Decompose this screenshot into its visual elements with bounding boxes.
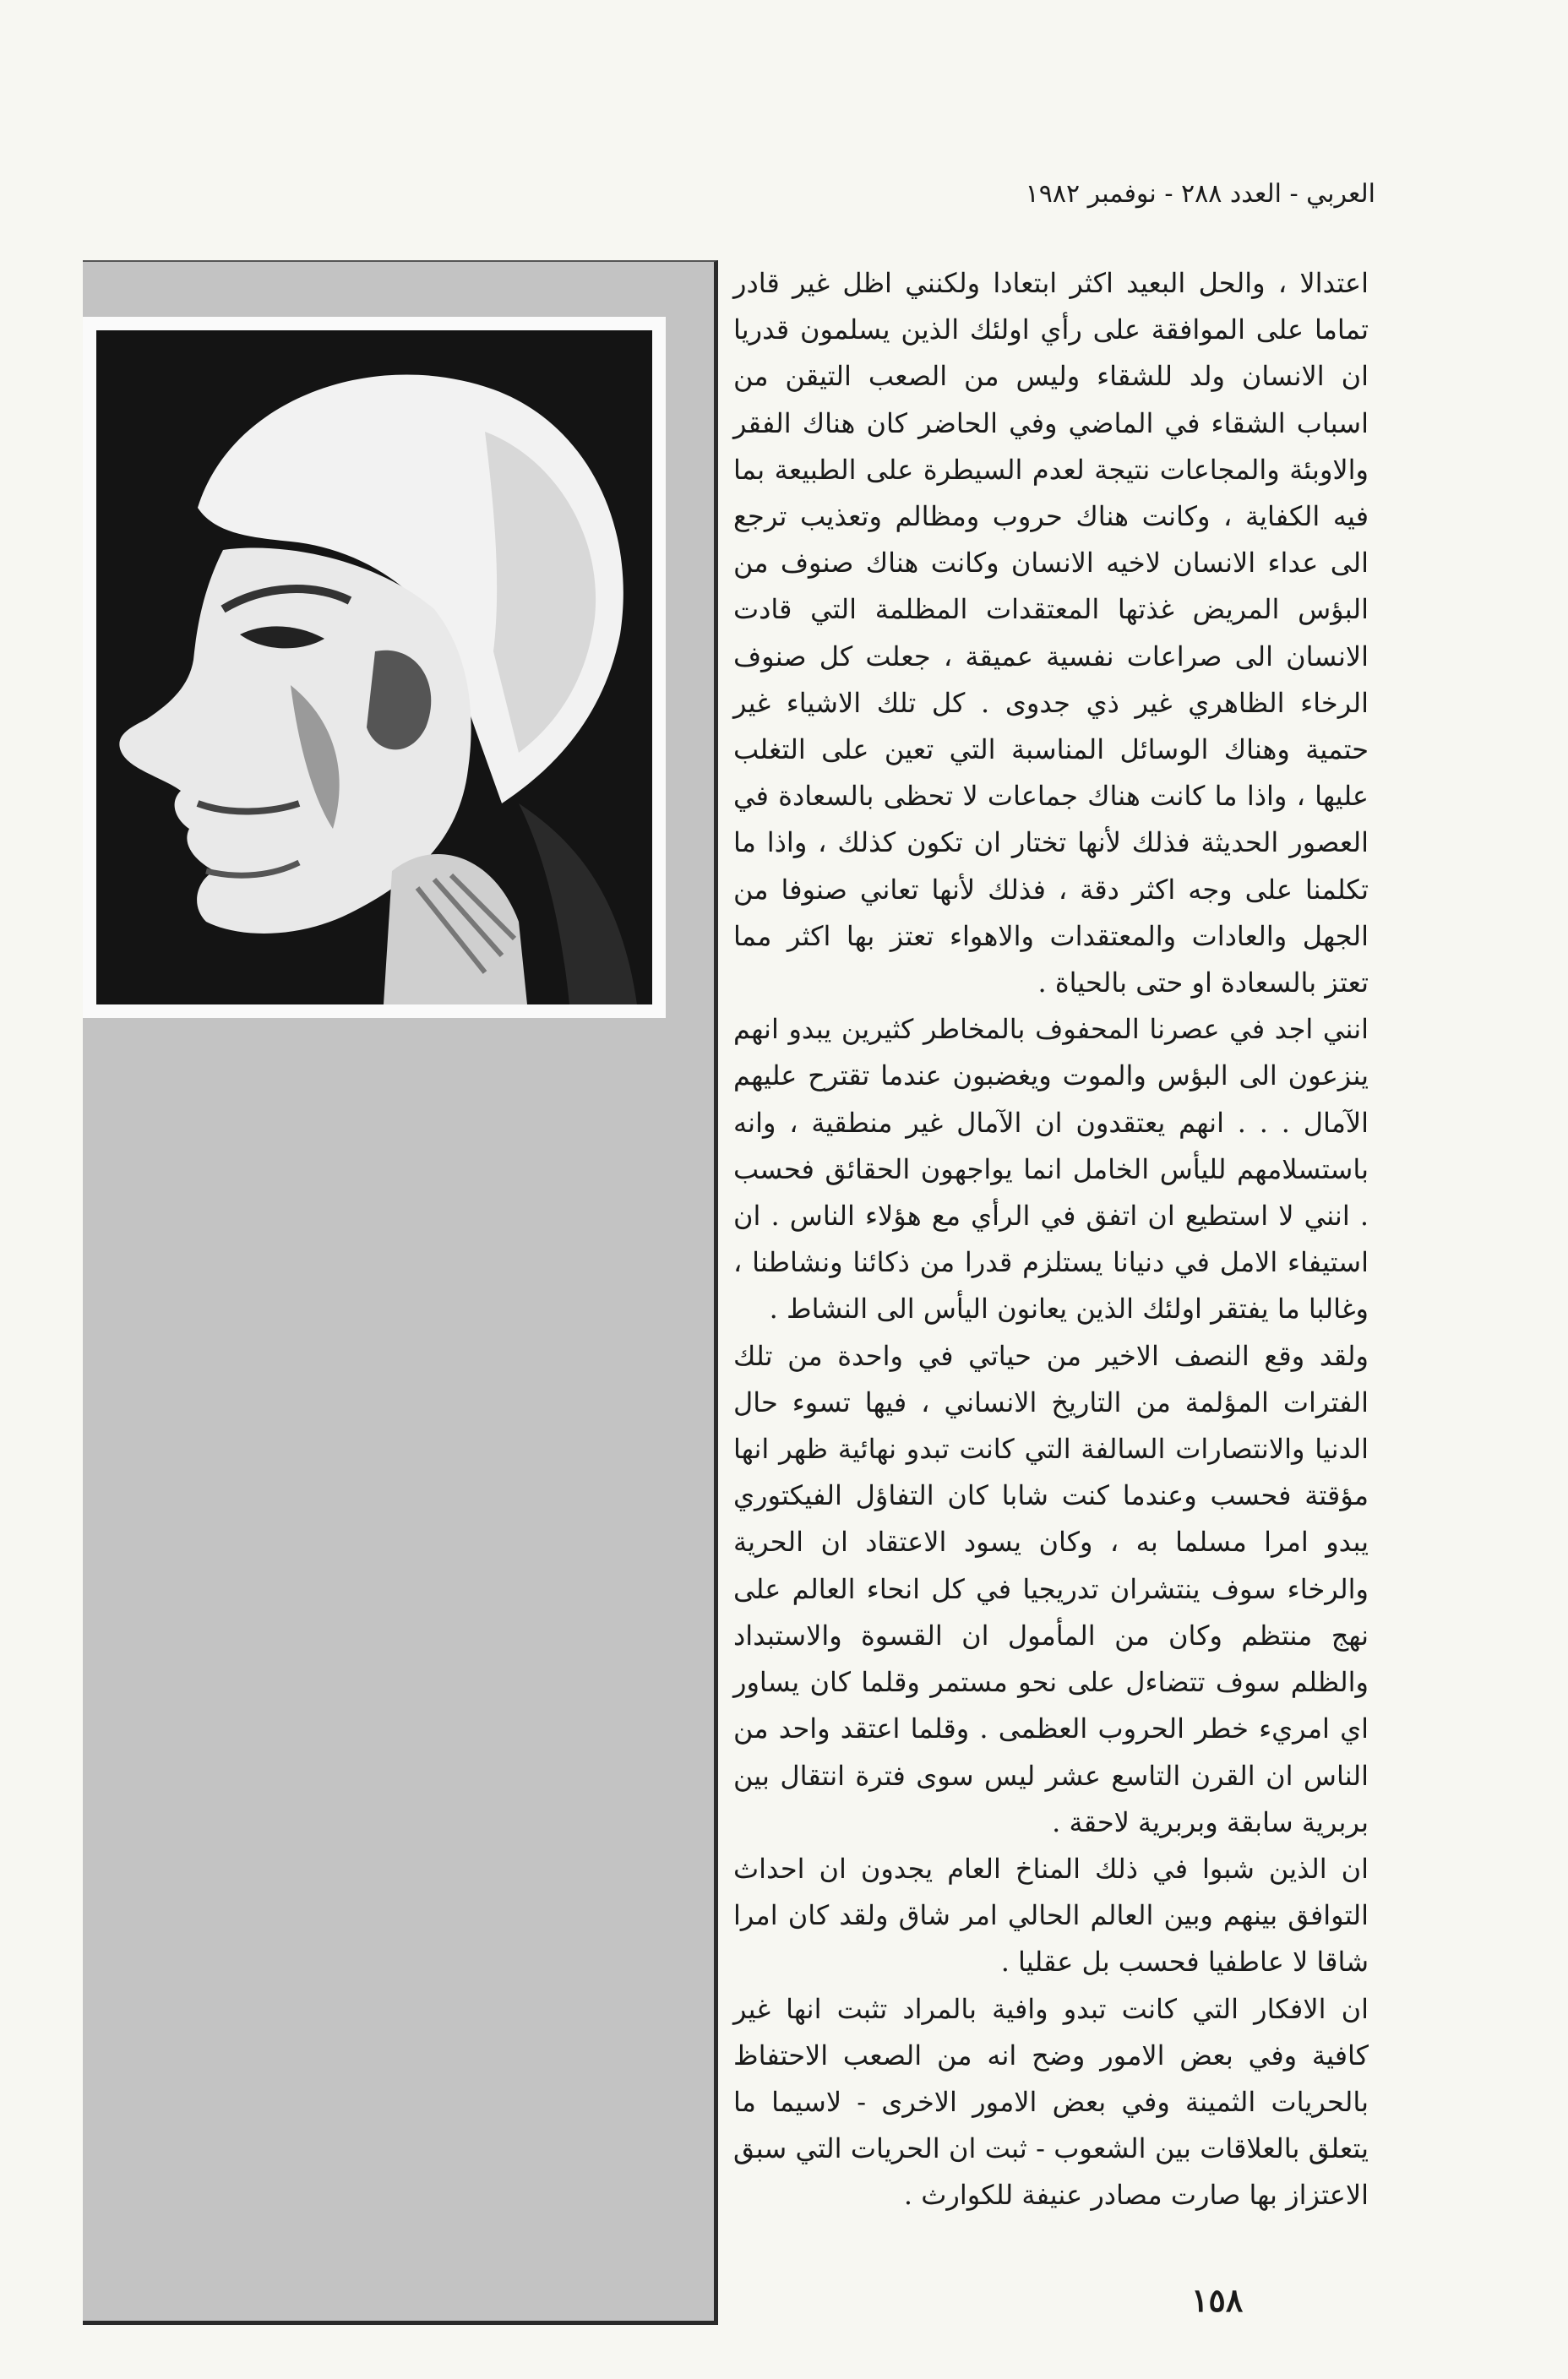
article-body — [733, 260, 1369, 2219]
running-header: العربي - العدد ٢٨٨ - نوفمبر ١٩٨٢ — [1025, 179, 1375, 209]
portrait-illustration-icon — [96, 330, 652, 1004]
article-paragraph: اعتدالا ، والحل البعيد اكثر ابتعادا ولكنني اظل غير قادر تماما على الموافقة على رأي اولئك الذين يسلمون قدريا ان الانسان ولد للشقاء وليس من الصعب التيقن من اسباب الشقاء في الماضي وفي الحاضر كان هناك الفقر والاوبئة والمجاعات نتيجة لعدم السيطرة على الطبيعة بما فيه الكفاية ، وكانت هناك حروب ومظالم وتعذيب ترجع الى عداء الانسان لاخيه الانسان وكانت هناك صنوف من البؤس المريض غذتها المعتقدات المظلمة التي قادت الانسان الى صراعات نفسية عميقة ، جعلت كل صنوف الرخاء الظاهري غير ذي جدوى . كل تلك الاشياء غير حتمية وهناك الوسائل المناسبة التي تعين على التغلب عليها ، واذا ما كانت هناك جماعات لا تحظى بالسعادة في العصور الحديثة فذلك لأنها تختار ان تكون كذلك ، واذا ما تكلمنا على وجه اكثر دقة ، فذلك لأنها تعاني صنوفا من الجهل والعادات والمعتقدات والاهواء تعتز بها اكثر مما تعتز بالسعادة او حتى بالحياة . — [733, 267, 1369, 999]
article-paragraph: ان الذين شبوا في ذلك المناخ العام يجدون ان احداث التوافق بينهم وبين العالم الحالي امر شاق ولقد كان امرا شاقا لا عاطفيا فحسب بل عقليا . — [733, 1852, 1369, 1979]
article-paragraph: انني اجد في عصرنا المحفوف بالمخاطر كثيرين يبدو انهم ينزعون الى البؤس والموت ويغضبون عندما تقترح عليهم الآمال . . . انهم يعتقدون ان الآمال غير منطقية ، وانه باستسلامهم لليأس الخامل انما يواجهون الحقائق فحسب . انني لا استطيع ان اتفق في الرأي مع هؤلاء الناس . ان استيفاء الامل في دنيانا يستلزم قدرا من ذكائنا ونشاطنا ، وغالبا ما يفتقر اولئك الذين يعانون اليأس الى النشاط . — [733, 1013, 1369, 1326]
page-number: ١٥٨ — [1191, 2281, 1244, 2319]
article-paragraph: ولقد وقع النصف الاخير من حياتي في واحدة من تلك الفترات المؤلمة من التاريخ الانساني ، فيها تسوء حال الدنيا والانتصارات السالفة التي كانت تبدو نهائية ظهر انها مؤقتة فحسب وعندما كنت شابا كان التفاؤل الفيكتوري يبدو امرا مسلما به ، وكان يسود الاعتقاد ان الحرية والرخاء سوف ينتشران تدريجيا في كل انحاء العالم على نهج منتظم وكان من المأمول ان القسوة والاستبداد والظلم سوف تتضاءل على نحو مستمر وقلما كان يساور اي امريء خطر الحروب العظمى . وقلما اعتقد واحد من الناس ان القرن التاسع عشر ليس سوى فترة انتقال بين بربرية سابقة وبربرية لاحقة . — [733, 1339, 1369, 1838]
portrait-frame — [83, 317, 666, 1018]
portrait-photo — [96, 330, 652, 1004]
article-paragraph: ان الافكار التي كانت تبدو وافية بالمراد تثبت انها غير كافية وفي بعض الامور وضح انه من الصعب الاحتفاظ بالحريات الثمينة وفي بعض الامور الاخرى - لاسيما ما يتعلق بالعلاقات بين الشعوب - ثبت ان الحريات التي سبق الاعتزاز بها صارت مصادر عنيفة للكوارث . — [733, 1992, 1369, 2212]
